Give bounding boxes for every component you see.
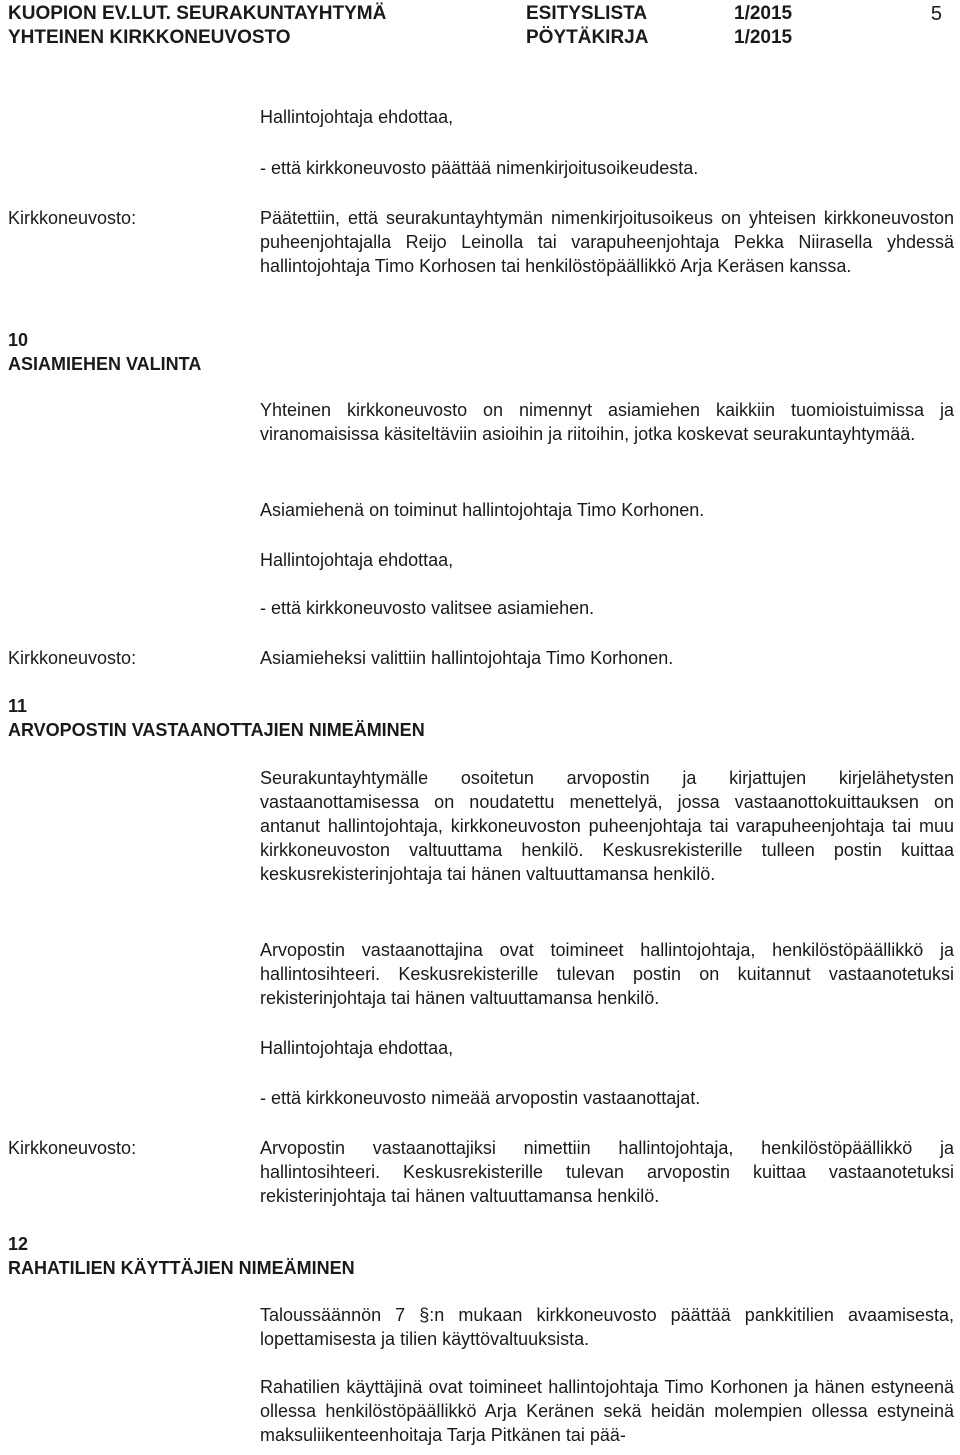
header-org-1: KUOPION EV.LUT. SEURAKUNTAYHTYMÄ [8, 3, 387, 24]
section-10-proposal-item: - että kirkkoneuvosto valitsee asiamiehen. [260, 598, 595, 618]
decision-label: Kirkkoneuvosto: [8, 208, 137, 228]
section-11-proposal-item: - että kirkkoneuvosto nimeää arvopostin vastaanottajat. [260, 1088, 701, 1108]
section-12-paragraph-1: Taloussäännön 7 §:n mukaan kirkkoneuvosto päättää pankkitilien avaamisesta, lopettamisesta ja tilien käyttövaltuuksista. [260, 1305, 954, 1349]
decision-text: Päätettiin, että seurakuntayhtymän nimenkirjoitusoikeus on yhteisen kirkkoneuvoston puheenjohtajalla Reijo Leinolla tai varapuheenjohtaja Pekka Niirasella yhdessä hallintojohtaja Timo Korhosen tai henkilöstöpäällikkö Arja Keräsen kanssa. [260, 208, 954, 276]
section-12-paragraph-2: Rahatilien käyttäjinä ovat toimineet hallintojohtaja Timo Korhonen ja hänen estyneenä ollessa henkilöstöpäällikkö Arja Keränen sekä heidän molempien ollessa estyneinä maksuliikenteenhoitaja Tarja Pitkänen tai pää- [260, 1377, 954, 1445]
section-11-paragraph-2: Arvopostin vastaanottajina ovat toimineet hallintojohtaja, henkilöstöpäällikkö ja hallintosihteeri. Keskusrekisterille tulevan postin on kuitannut vastaanotetuksi rekisterinjohtaja tai hänen valtuuttamansa henkilö. [260, 940, 954, 1008]
proposal-intro: Hallintojohtaja ehdottaa, [260, 107, 454, 127]
page-header [8, 2, 946, 52]
header-number-2: 1/2015 [734, 27, 793, 48]
header-doc-type-2: PÖYTÄKIRJA [526, 27, 649, 48]
section-10-title: ASIAMIEHEN VALINTA [8, 354, 202, 374]
header-number-1: 1/2015 [734, 3, 793, 24]
section-12-number: 12 [8, 1234, 29, 1254]
section-10-paragraph-1: Yhteinen kirkkoneuvosto on nimennyt asiamiehen kaikkiin tuomioistuimissa ja viranomaisissa käsiteltäviin asioihin ja riitoihin, jotka koskevat seurakuntayhtymää. [260, 400, 954, 444]
section-12-title: RAHATILIEN KÄYTTÄJIEN NIMEÄMINEN [8, 1258, 355, 1278]
section-10-number: 10 [8, 330, 29, 350]
section-11-decision-label: Kirkkoneuvosto: [8, 1138, 137, 1158]
section-11-title: ARVOPOSTIN VASTAANOTTAJIEN NIMEÄMINEN [8, 720, 425, 740]
section-11-paragraph-1: Seurakuntayhtymälle osoitetun arvopostin ja kirjattujen kirjelähetysten vastaanottamisessa on noudatettu menettelyä, jossa vastaanottokuittauksen on antanut hallintojohtaja, kirkkoneuvoston puheenjohtaja tai varapuheenjohtaja tai muu kirkkoneuvoston valtuuttama henkilö. Keskusrekisterille tulleen postin kuittaa keskusrekisterinjohtaja tai hänen valtuuttamansa henkilö. [260, 768, 954, 884]
header-org-2: YHTEINEN KIRKKONEUVOSTO [8, 27, 291, 48]
proposal-item: - että kirkkoneuvosto päättää nimenkirjoitusoikeudesta. [260, 158, 699, 178]
header-doc-type-1: ESITYSLISTA [526, 3, 648, 24]
section-10-paragraph-2: Asiamiehenä on toiminut hallintojohtaja Timo Korhonen. [260, 500, 705, 520]
section-10-proposal-intro: Hallintojohtaja ehdottaa, [260, 550, 454, 570]
page-number: 5 [930, 3, 942, 25]
section-10-decision: Asiamieheksi valittiin hallintojohtaja Timo Korhonen. [260, 648, 674, 668]
section-10-decision-label: Kirkkoneuvosto: [8, 648, 137, 668]
section-11-decision: Arvopostin vastaanottajiksi nimettiin hallintojohtaja, henkilöstöpäällikkö ja hallintosihteeri. Keskusrekisterille tulevan arvopostin kuittaa vastaanotetuksi rekisterinjohtaja tai hänen valtuuttamansa henkilö. [260, 1138, 954, 1206]
section-11-proposal-intro: Hallintojohtaja ehdottaa, [260, 1038, 454, 1058]
section-11-number: 11 [8, 696, 28, 716]
